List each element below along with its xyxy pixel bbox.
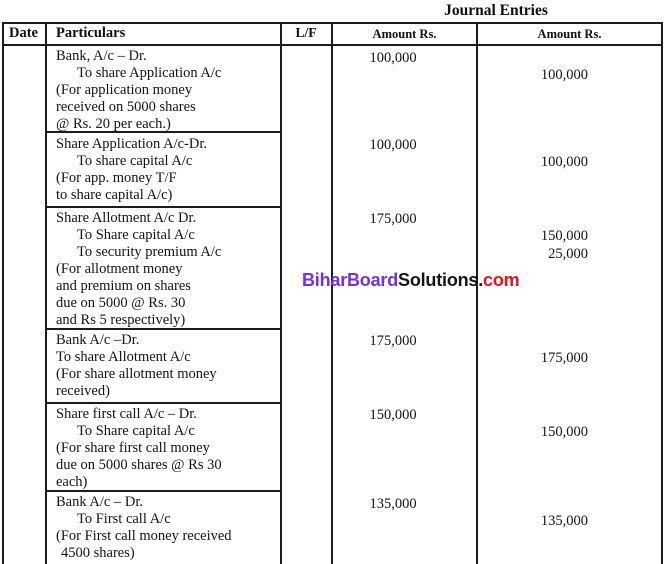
credit-amount: 25,000 xyxy=(548,246,588,262)
entry-line: To Share capital A/c xyxy=(77,227,195,243)
entry-line: To security premium A/c xyxy=(77,244,222,260)
debit-amount: 135,000 xyxy=(369,496,417,512)
entry-line: Share Allotment A/c Dr. xyxy=(56,210,197,226)
entry-line: (For share first call money xyxy=(56,440,210,456)
entry-line: Bank A/c – Dr. xyxy=(56,494,143,510)
entry-line: (For application money xyxy=(56,82,193,98)
entry-line: Bank, A/c – Dr. xyxy=(56,48,147,64)
entry-line: to share capital A/c) xyxy=(56,187,173,203)
entry-line: due on 5000 shares @ Rs 30 xyxy=(56,457,222,473)
entry-line: and premium on shares xyxy=(56,278,191,294)
entry-line: To share Allotment A/c xyxy=(56,349,191,365)
header-lf: L/F xyxy=(295,25,317,40)
page-title: Journal Entries xyxy=(444,2,548,19)
watermark-tld: com xyxy=(483,270,520,290)
entry-line: (For allotment money xyxy=(56,261,183,277)
credit-amount: 150,000 xyxy=(540,424,588,440)
credit-amount: 135,000 xyxy=(540,513,588,529)
col-divider-debit-credit xyxy=(476,22,478,564)
watermark-solutions: Solutions. xyxy=(398,270,484,290)
watermark xyxy=(302,270,519,291)
header-amount-debit: Amount Rs. xyxy=(372,27,437,41)
entry-line: @ Rs. 20 per each.) xyxy=(56,116,171,132)
credit-amount: 175,000 xyxy=(540,350,588,366)
entry-line: To Share capital A/c xyxy=(77,423,195,439)
header-date: Date xyxy=(9,25,38,41)
entry-particulars xyxy=(56,494,276,562)
header-amount-credit: Amount Rs. xyxy=(537,27,602,41)
entry-line: and Rs 5 respectively) xyxy=(56,312,186,328)
entry-particulars xyxy=(56,210,276,329)
entry-line: Bank A/c –Dr. xyxy=(56,332,140,348)
entry-line: Share first call A/c – Dr. xyxy=(56,406,197,422)
entry-line: To share capital A/c xyxy=(77,153,193,169)
entry-line: (For app. money T/F xyxy=(56,170,177,186)
table-left-border xyxy=(2,22,4,564)
entry-line: Share Application A/c-Dr. xyxy=(56,136,208,152)
col-divider-date-particulars xyxy=(45,22,47,564)
entry-particulars xyxy=(56,332,276,400)
entry-particulars xyxy=(56,48,276,133)
credit-amount: 100,000 xyxy=(540,67,588,83)
entry-line: To share Application A/c xyxy=(77,65,222,81)
entry-line: (For share allotment money xyxy=(56,366,217,382)
entry-separator xyxy=(46,402,282,404)
entry-separator xyxy=(46,206,282,208)
entry-line: each) xyxy=(56,474,88,490)
debit-amount: 175,000 xyxy=(369,333,417,349)
credit-amount: 100,000 xyxy=(540,154,588,170)
debit-amount: 175,000 xyxy=(369,211,417,227)
debit-amount: 150,000 xyxy=(369,407,417,423)
table-right-border xyxy=(661,22,663,564)
entry-line: due on 5000 @ Rs. 30 xyxy=(56,295,186,311)
entry-line: received on 5000 shares xyxy=(56,99,196,115)
entry-line: received) xyxy=(56,383,110,399)
watermark-brand: BiharBoard xyxy=(302,270,399,290)
entry-line: 4500 shares) xyxy=(61,545,135,561)
entry-line: To First call A/c xyxy=(77,511,171,527)
credit-amount: 150,000 xyxy=(540,228,588,244)
col-divider-lf-debit xyxy=(331,22,333,564)
debit-amount: 100,000 xyxy=(369,50,417,66)
entry-particulars xyxy=(56,406,276,491)
header-particulars: Particulars xyxy=(56,25,126,41)
entry-particulars xyxy=(56,136,276,204)
debit-amount: 100,000 xyxy=(369,137,417,153)
col-divider-particulars-lf xyxy=(280,22,282,564)
entry-line: (For First call money received xyxy=(56,528,232,544)
